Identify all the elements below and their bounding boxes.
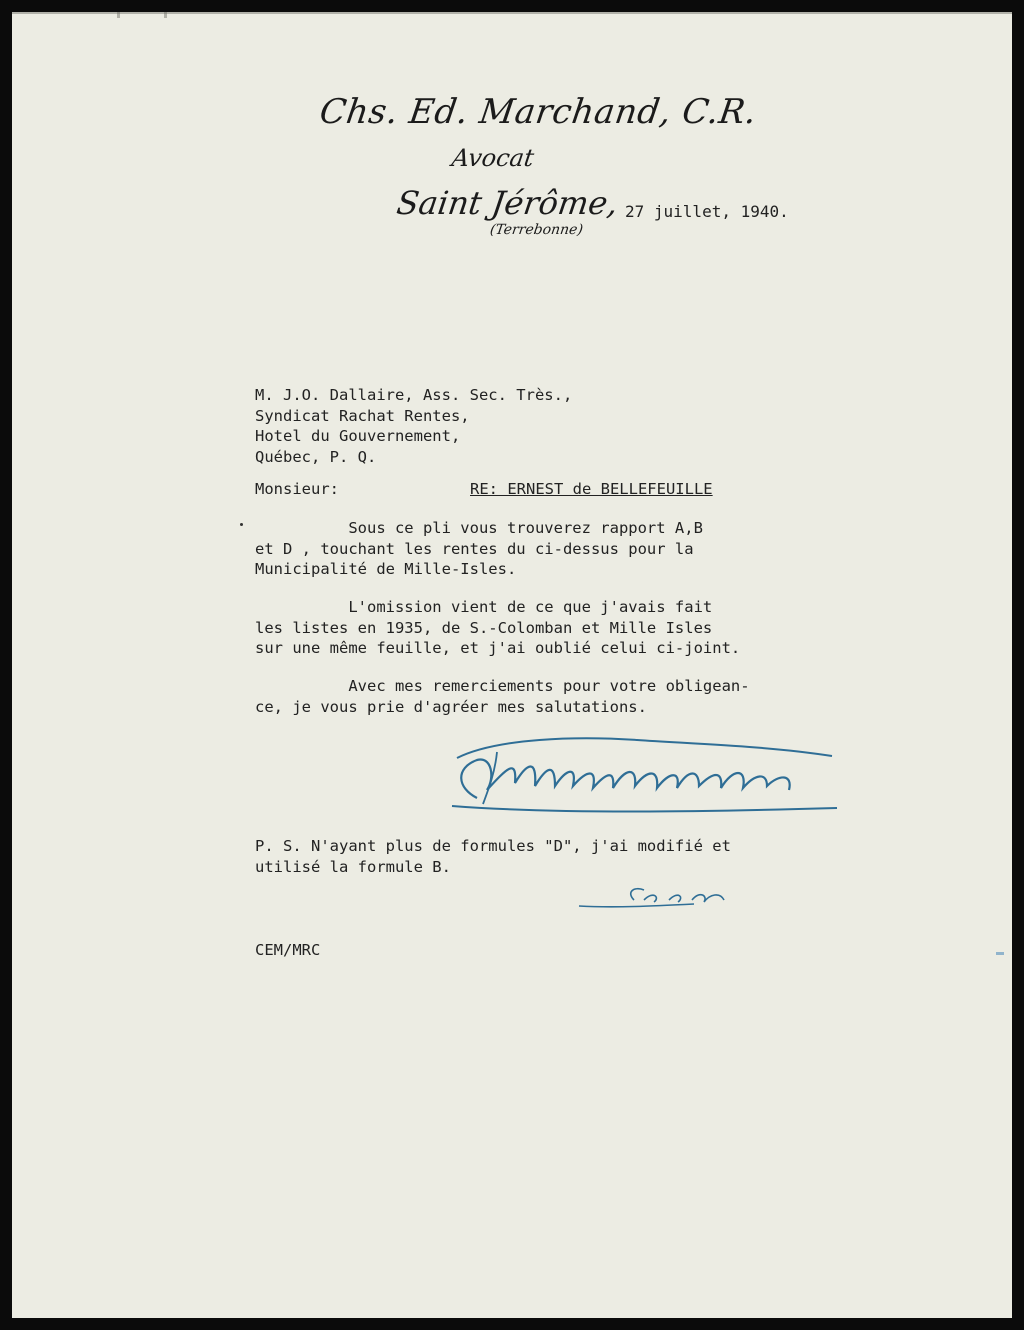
postscript-line: utilisé la formule B. bbox=[255, 857, 451, 876]
body-line: et D , touchant les rentes du ci-dessus pour la bbox=[255, 539, 694, 558]
letterhead-county: (Terrebonne) bbox=[488, 222, 584, 238]
recipient-line: Québec, P. Q. bbox=[255, 447, 377, 466]
body-paragraph-1 bbox=[255, 518, 703, 580]
recipient-line: M. J.O. Dallaire, Ass. Sec. Très., bbox=[255, 386, 573, 404]
ink-mark bbox=[996, 952, 1004, 955]
recipient-line: Hotel du Gouvernement, bbox=[255, 427, 461, 445]
body-line: L'omission vient de ce que j'avais fait bbox=[255, 598, 713, 616]
handwritten-signature bbox=[437, 728, 847, 828]
binding-mark bbox=[117, 12, 120, 18]
subject-line: RE: ERNEST de BELLEFEUILLE bbox=[470, 480, 713, 498]
postscript-line: P. S. N'ayant plus de formules "D", j'ai modifié et bbox=[255, 837, 731, 855]
body-line: les listes en 1935, de S.-Colomban et Mille Isles bbox=[255, 618, 713, 637]
body-line: ce, je vous prie d'agréer mes salutations. bbox=[255, 697, 647, 716]
salutation: Monsieur: bbox=[255, 480, 339, 498]
letterhead-title: Avocat bbox=[450, 144, 536, 172]
letterhead-city: Saint Jérôme, bbox=[394, 184, 621, 222]
letterhead-name: Chs. Ed. Marchand, C.R. bbox=[317, 92, 760, 132]
body-line: Sous ce pli vous trouverez rapport A,B bbox=[255, 519, 703, 537]
reference-initials: CEM/MRC bbox=[255, 941, 321, 959]
binding-mark bbox=[164, 12, 167, 18]
recipient-line: Syndicat Rachat Rentes, bbox=[255, 406, 470, 425]
letter-date: 27 juillet, 1940. bbox=[625, 202, 789, 221]
paper-speck bbox=[240, 523, 243, 526]
body-paragraph-2 bbox=[255, 597, 740, 659]
top-edge-shadow bbox=[12, 12, 1012, 14]
body-paragraph-3 bbox=[255, 676, 750, 717]
letter-page bbox=[12, 12, 1012, 1318]
postscript bbox=[255, 836, 731, 877]
body-line: Municipalité de Mille-Isles. bbox=[255, 560, 517, 578]
recipient-address bbox=[255, 385, 572, 467]
body-line: sur une même feuille, et j'ai oublié celui ci-joint. bbox=[255, 639, 741, 657]
handwritten-initials bbox=[574, 878, 754, 918]
body-line: Avec mes remerciements pour votre obligean- bbox=[255, 677, 750, 695]
